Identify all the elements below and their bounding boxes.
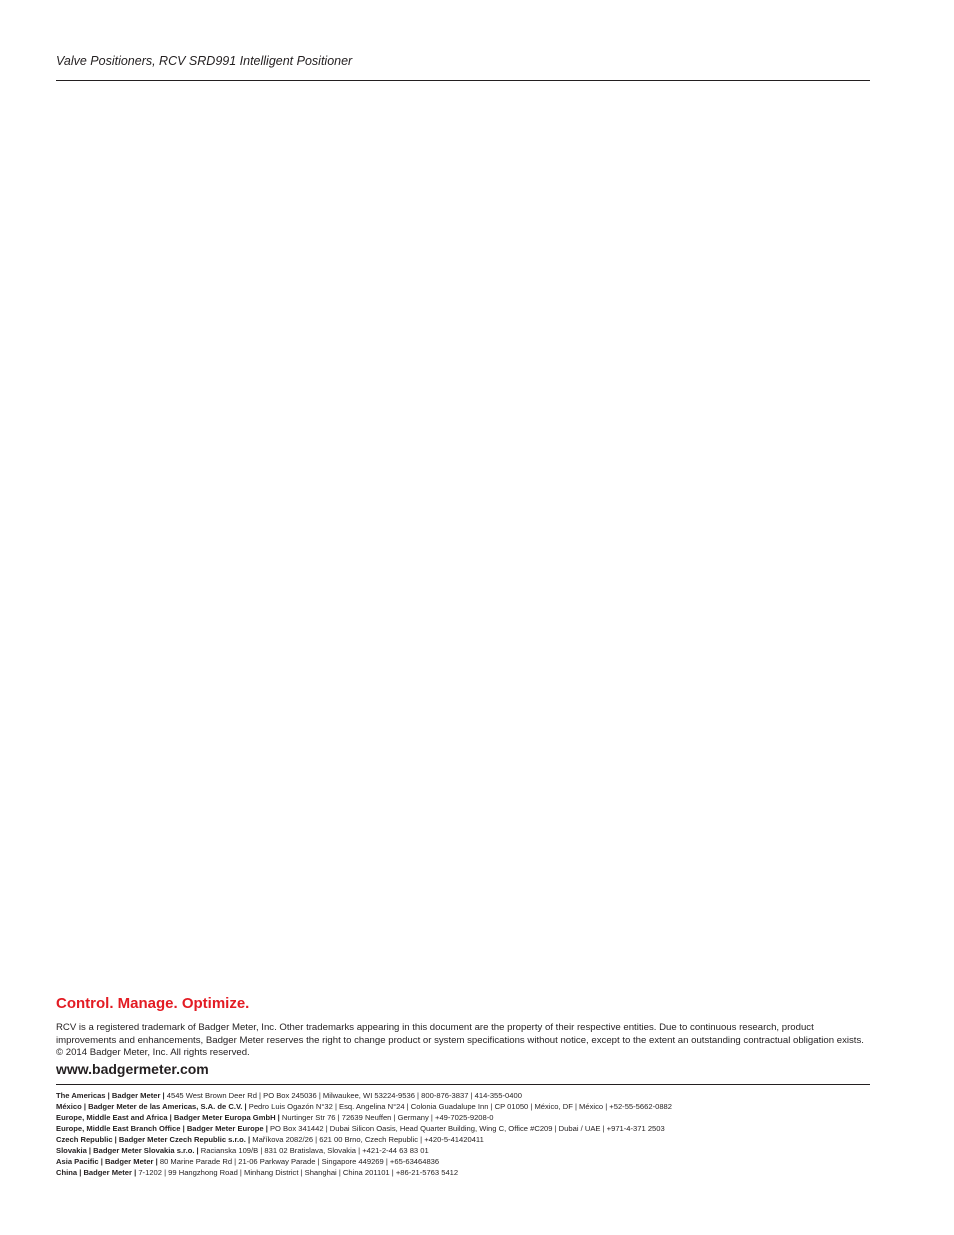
office-contacts-list [56,1090,870,1178]
contact-details: PO Box 341442 | Dubai Silicon Oasis, Head Quarter Building, Wing C, Office #C209 | Dubai / UAE | +971-4-371 2503 [267,1124,665,1133]
contact-details: Racianska 109/B | 831 02 Bratislava, Slovakia | +421-2-44 63 83 01 [198,1146,429,1155]
page-header-title: Valve Positioners, RCV SRD991 Intelligent Positioner [56,54,353,68]
contact-label: México | Badger Meter de las Americas, S.A. de C.V. | [56,1102,247,1111]
contact-label: Europe, Middle East Branch Office | Badger Meter Europe | [56,1124,268,1133]
contact-americas [56,1090,870,1101]
contact-details: Pedro Luis Ogazón N°32 | Esq. Angelina N°24 | Colonia Guadalupe Inn | CP 01050 | México, DF | México | +52-55-5662-0882 [246,1102,672,1111]
contact-label: Europe, Middle East and Africa | Badger Meter Europa GmbH | [56,1113,280,1122]
contact-label: China | Badger Meter | [56,1168,137,1177]
contact-china [56,1167,870,1178]
contact-czech-republic [56,1134,870,1145]
contact-details: 80 Marine Parade Rd | 21-06 Parkway Parade | Singapore 449269 | +65-63464836 [157,1157,440,1166]
contact-label: The Americas | Badger Meter | [56,1091,165,1100]
contact-label: Asia Pacific | Badger Meter | [56,1157,158,1166]
contact-asia-pacific [56,1156,870,1167]
contact-slovakia [56,1145,870,1156]
footer-divider [56,1084,870,1085]
contact-details: 4545 West Brown Deer Rd | PO Box 245036 | Milwaukee, WI 53224-9536 | 800-876-3837 | 414-355-0400 [164,1091,522,1100]
contact-details: 7-1202 | 99 Hangzhong Road | Minhang District | Shanghai | China 201101 | +86-21-5763 5412 [136,1168,459,1177]
contact-details: Nurtinger Str 76 | 72639 Neuffen | Germany | +49-7025-9208-0 [279,1113,494,1122]
contact-emea [56,1112,870,1123]
contact-middle-east [56,1123,870,1134]
contact-label: Slovakia | Badger Meter Slovakia s.r.o. | [56,1146,199,1155]
contact-details: Maříkova 2082/26 | 621 00 Brno, Czech Republic | +420-5-41420411 [250,1135,484,1144]
header-divider [56,80,870,81]
website-link[interactable]: www.badgermeter.com [56,1061,209,1077]
contact-label: Czech Republic | Badger Meter Czech Republic s.r.o. | [56,1135,251,1144]
footer-tagline: Control. Manage. Optimize. [56,995,250,1012]
trademark-disclaimer: RCV is a registered trademark of Badger Meter, Inc. Other trademarks appearing in this document are the property of their respective entities. Due to continuous research, product improvements and enhancements, Badger Meter reserves the right to change product or system specifications without notice, except to the extent an outstanding contractual obligation exists. © 2014 Badger Meter, Inc. All rights reserved. [56,1022,864,1059]
contact-mexico [56,1101,870,1112]
